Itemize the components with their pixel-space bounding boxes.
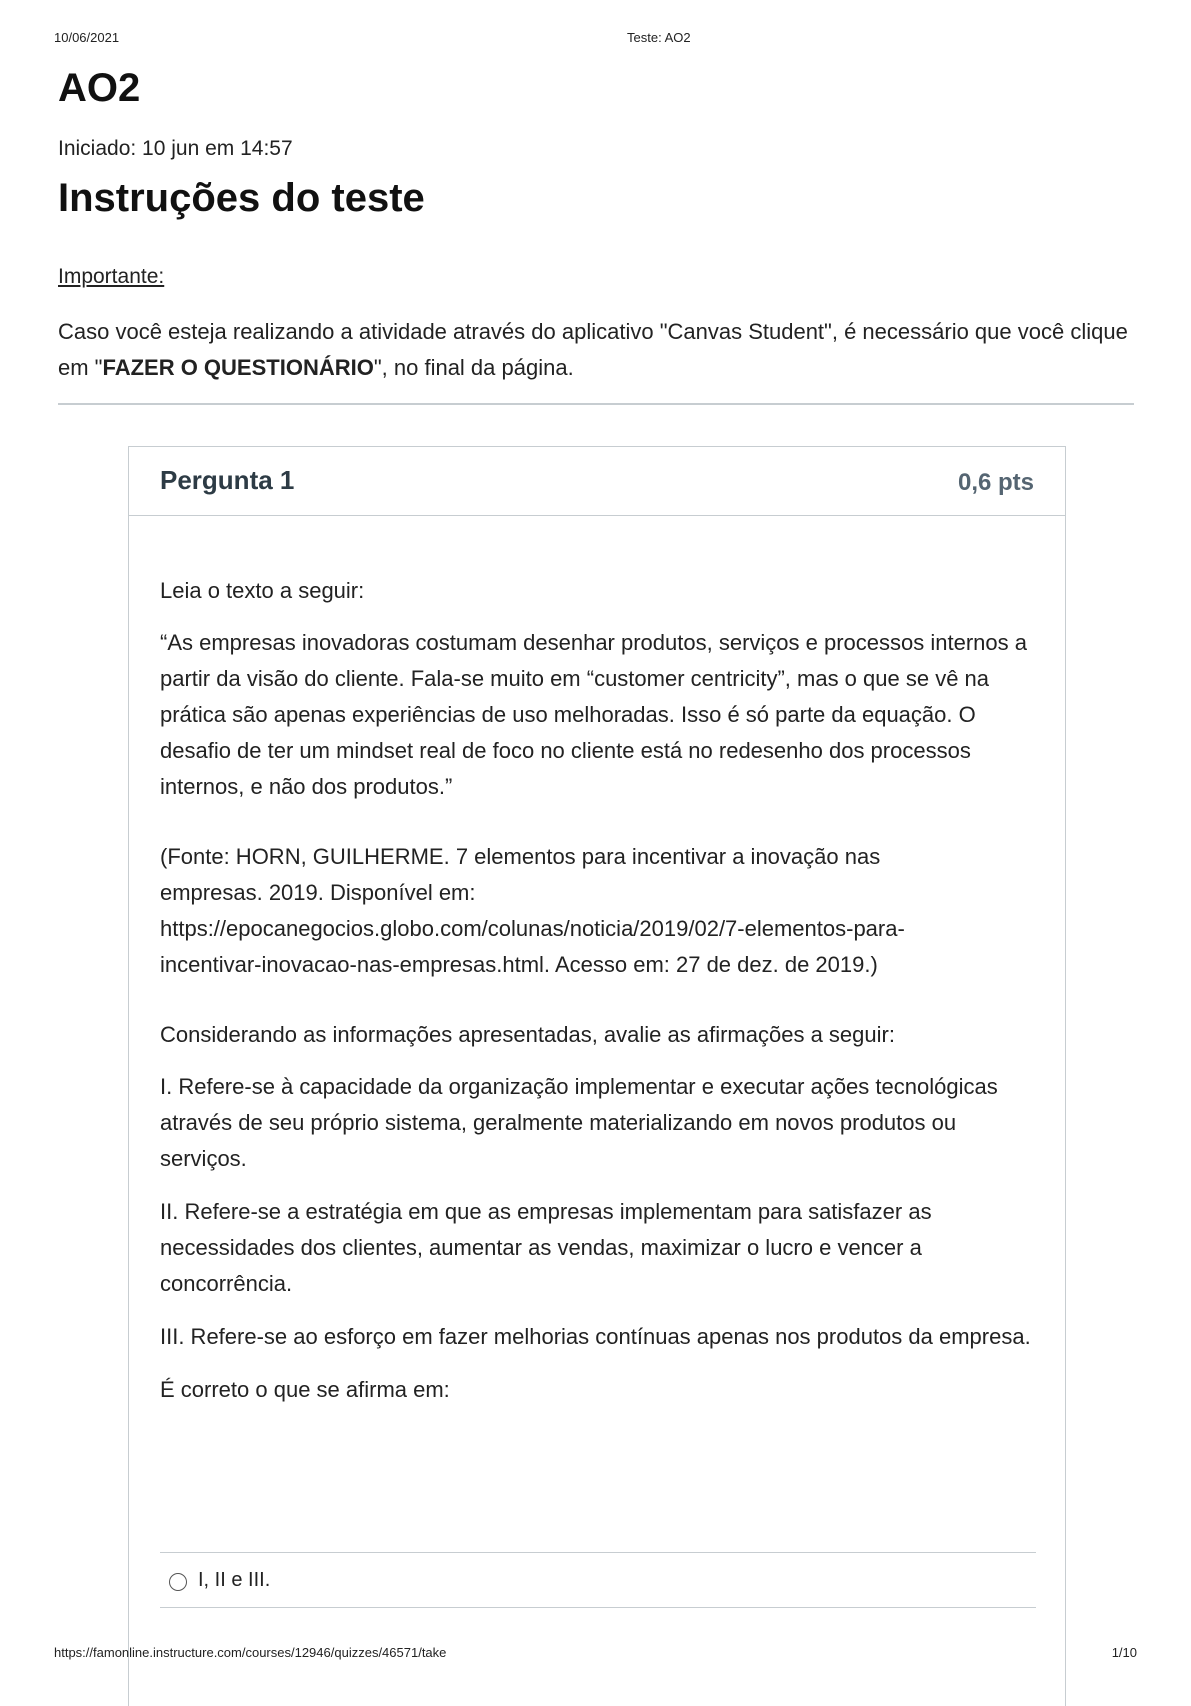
- question-ask: É correto o que se afirma em:: [160, 1377, 450, 1402]
- quiz-started-time: Iniciado: 10 jun em 14:57: [58, 137, 293, 160]
- radio-button[interactable]: [169, 1573, 187, 1591]
- source-line: incentivar-inovacao-nas-empresas.html. Acesso em: 27 de dez. de 2019.): [160, 952, 878, 977]
- question-card: [128, 446, 1066, 1706]
- question-points: 0,6 pts: [957, 469, 1034, 496]
- source-line: empresas. 2019. Disponível em:: [160, 880, 476, 905]
- question-body: [160, 515, 1036, 1408]
- answer-label[interactable]: I, II e III.: [198, 1569, 271, 1591]
- important-label: Importante:: [58, 265, 165, 288]
- instructions-bold-button-name: FAZER O QUESTIONÁRIO: [102, 355, 374, 380]
- source-line: (Fonte: HORN, GUILHERME. 7 elementos para incentivar a inovação nas: [160, 844, 881, 869]
- question-prompt: Considerando as informações apresentadas, avalie as afirmações a seguir:: [160, 1022, 895, 1047]
- statement-3: III. Refere-se ao esforço em fazer melhorias contínuas apenas nos produtos da empresa.: [160, 1324, 1031, 1349]
- statement-1: I. Refere-se à capacidade da organização implementar e executar ações tecnológicas através de seu próprio sistema, geralmente materializando em novos produtos ou serviços.: [160, 1074, 998, 1171]
- print-date: 10/06/2021: [54, 30, 120, 45]
- source-line: https://epocanegocios.globo.com/colunas/noticia/2019/02/7-elementos-para-: [160, 916, 905, 941]
- question-quote: “As empresas inovadoras costumam desenhar produtos, serviços e processos internos a partir da visão do cliente. Fala-se muito em “customer centricity”, mas o que se vê na prática são apenas experiências de uso melhoradas. Isso é só parte da equação. O desafio de ter um mindset real de foco no cliente está no redesenho dos processos internos, e não dos produtos.”: [160, 630, 1027, 799]
- question-header: [129, 447, 1065, 516]
- answer-option[interactable]: [160, 1552, 1036, 1608]
- question-source: [160, 839, 1036, 983]
- section-divider: [58, 403, 1134, 405]
- statement-2: II. Refere-se a estratégia em que as empresas implementam para satisfazer as necessidades dos clientes, aumentar as vendas, maximizar o lucro e vencer a concorrência.: [160, 1199, 932, 1296]
- instructions-heading: Instruções do teste: [58, 176, 425, 220]
- question-intro: Leia o texto a seguir:: [160, 578, 365, 603]
- quiz-title: AO2: [58, 66, 141, 110]
- print-url: https://famonline.instructure.com/courses/12946/quizzes/46571/take: [54, 1645, 447, 1660]
- question-title: Pergunta 1: [160, 465, 295, 495]
- instructions-text: Caso você esteja realizando a atividade através do aplicativo "Canvas Student", é necessário que você clique em "FAZER O QUESTIONÁRIO", no final da página.: [58, 319, 1128, 380]
- print-page-title: Teste: AO2: [627, 30, 691, 45]
- print-page-number: 1/10: [1111, 1645, 1137, 1660]
